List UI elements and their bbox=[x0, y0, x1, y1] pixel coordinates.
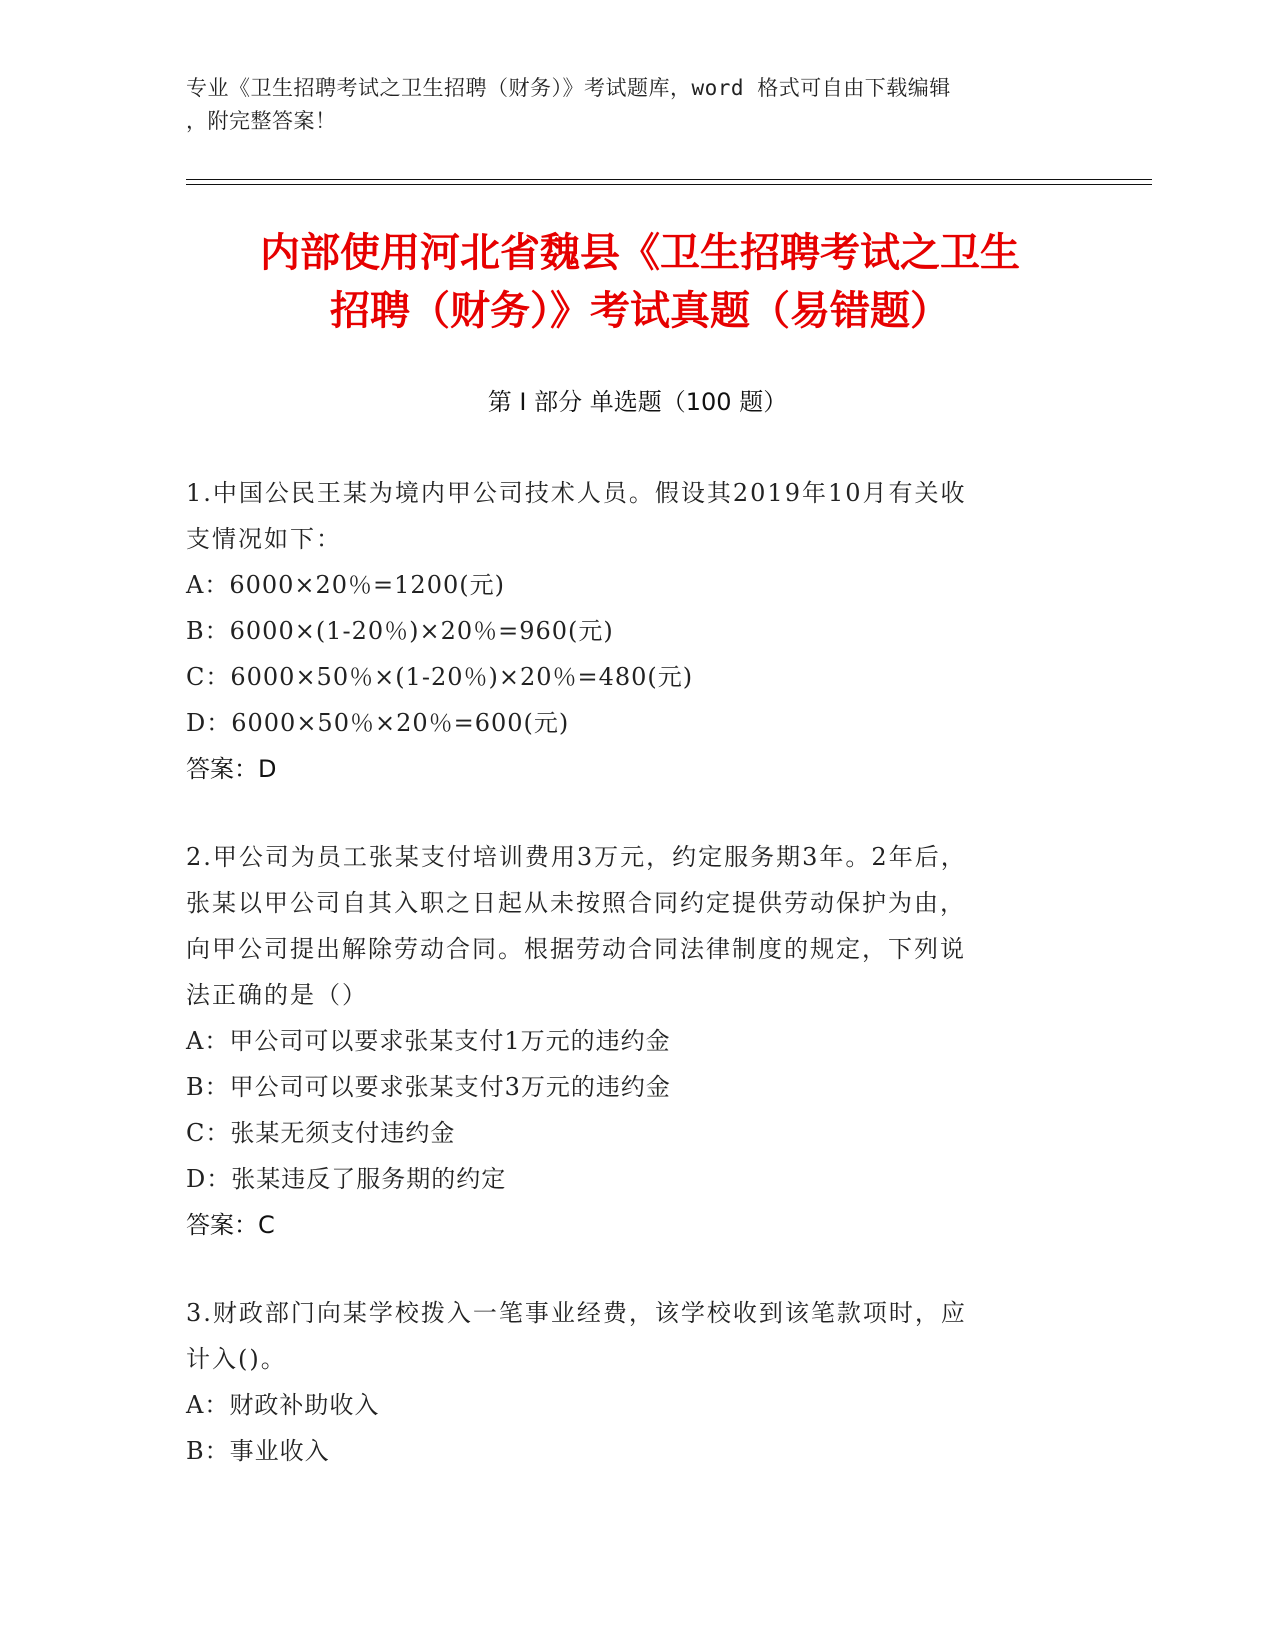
question-stem-line: 1.中国公民王某为境内甲公司技术人员。假设其2019年10月有关收 bbox=[186, 479, 967, 507]
question-stem bbox=[186, 470, 1066, 562]
option-b: B：事业收入 bbox=[186, 1437, 330, 1465]
option-d: D：6000×50％×20％=600(元) bbox=[186, 709, 570, 737]
document-title-line: 招聘（财务）》考试真题（易错题） bbox=[330, 288, 950, 334]
document-title bbox=[180, 224, 1100, 340]
document-title-line: 内部使用河北省魏县《卫生招聘考试之卫生 bbox=[260, 230, 1020, 276]
question-item bbox=[186, 834, 1066, 1248]
question-stem-line: 向甲公司提出解除劳动合同。根据劳动合同法律制度的规定，下列说 bbox=[186, 935, 966, 963]
option-a: A：财政补助收入 bbox=[186, 1391, 380, 1419]
option-b: B：甲公司可以要求张某支付3万元的违约金 bbox=[186, 1073, 671, 1101]
header-divider bbox=[186, 184, 1152, 185]
question-stem-line: 法正确的是（） bbox=[186, 981, 368, 1009]
option-c: C：张某无须支付违约金 bbox=[186, 1119, 456, 1147]
option-c: C：6000×50％×(1-20％)×20％=480(元) bbox=[186, 663, 694, 691]
section-heading: 第 I 部分 单选题（100 题） bbox=[487, 388, 788, 416]
question-item bbox=[186, 1290, 1066, 1474]
question-stem-line: 3.财政部门向某学校拨入一笔事业经费，该学校收到该笔款项时，应 bbox=[186, 1299, 967, 1327]
option-a: A：6000×20％=1200(元) bbox=[186, 571, 505, 599]
question-stem bbox=[186, 1290, 1066, 1382]
question-stem bbox=[186, 834, 1066, 1018]
question-list bbox=[186, 470, 1066, 1516]
answer-line: 答案：C bbox=[186, 1211, 275, 1239]
answer-line: 答案：D bbox=[186, 755, 277, 783]
header-divider bbox=[186, 179, 1152, 180]
question-item bbox=[186, 470, 1066, 792]
question-stem-line: 2.甲公司为员工张某支付培训费用3万元，约定服务期3年。2年后， bbox=[186, 843, 967, 871]
option-a: A：甲公司可以要求张某支付1万元的违约金 bbox=[186, 1027, 671, 1055]
header-note-line: 专业《卫生招聘考试之卫生招聘（财务）》考试题库，word 格式可自由下载编辑 bbox=[186, 76, 951, 100]
question-stem-line: 支情况如下： bbox=[186, 525, 342, 553]
option-b: B：6000×(1-20％)×20％=960(元) bbox=[186, 617, 614, 645]
question-stem-line: 计入()。 bbox=[186, 1345, 287, 1373]
option-d: D：张某违反了服务期的约定 bbox=[186, 1165, 507, 1193]
question-stem-line: 张某以甲公司自其入职之日起从未按照合同约定提供劳动保护为由， bbox=[186, 889, 966, 917]
header-note-line: ，附完整答案！ bbox=[186, 109, 337, 133]
header-note bbox=[186, 72, 1066, 138]
